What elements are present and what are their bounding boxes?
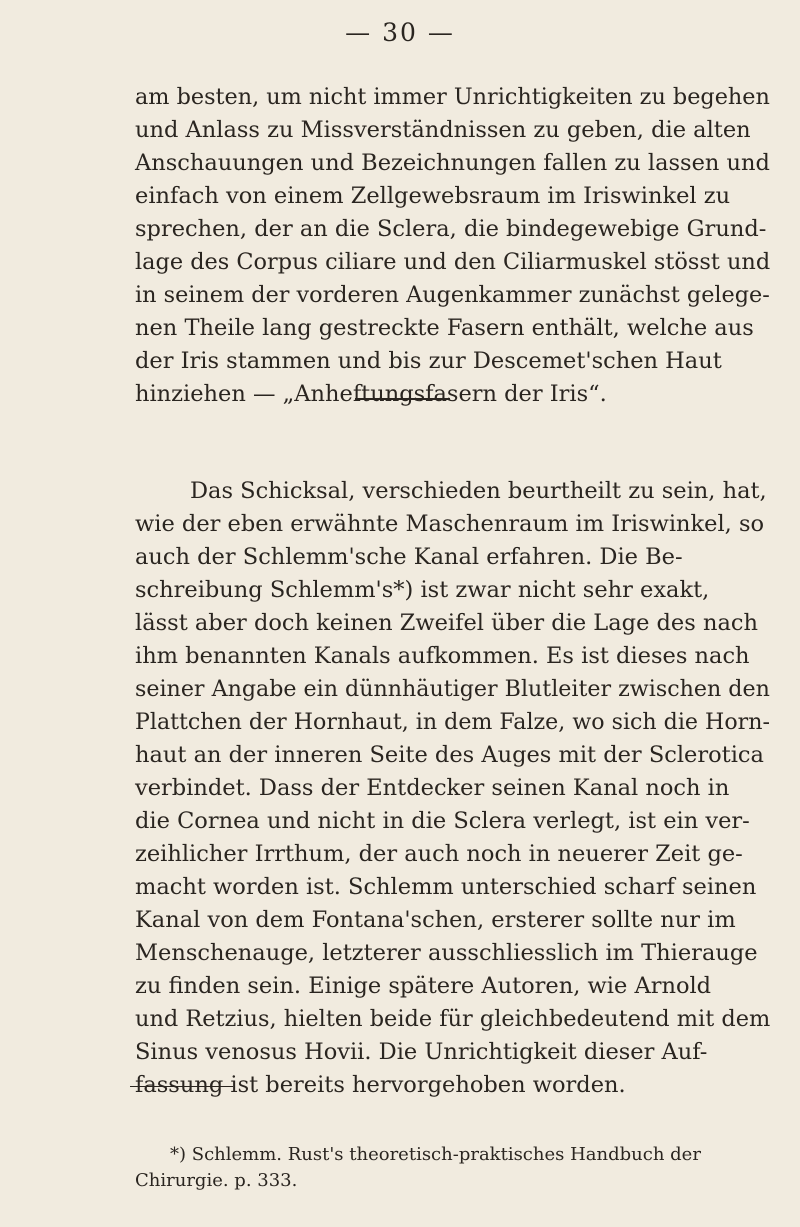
text-line: in seinem der vorderen Augenkammer zunächst gelege-	[135, 282, 770, 308]
text-line: sprechen, der an die Sclera, die bindegewebige Grund-	[135, 216, 767, 242]
text-line: hinziehen — „Anheftungsfasern der Iris“.	[135, 381, 607, 407]
text-line: Plattchen der Hornhaut, in dem Falze, wo sich die Horn-	[135, 709, 770, 735]
text-line: Menschenauge, letzterer ausschliesslich im Thierauge	[135, 940, 758, 966]
text-line: Das Schicksal, verschieden beurtheilt zu sein, hat,	[190, 478, 767, 504]
text-line: und Anlass zu Missverständnissen zu geben, die alten	[135, 117, 751, 143]
text-line: der Iris stammen und bis zur Descemet'schen Haut	[135, 348, 722, 374]
page-number: — 30 —	[345, 18, 455, 47]
text-line: lage des Corpus ciliare und den Ciliarmuskel stösst und	[135, 249, 771, 275]
text-line: schreibung Schlemm's*) ist zwar nicht sehr exakt,	[135, 577, 710, 603]
footnote-line: Chirurgie. p. 333.	[135, 1170, 298, 1191]
footnote-divider	[130, 1086, 233, 1087]
text-line: Sinus venosus Hovii. Die Unrichtigkeit dieser Auf-	[135, 1039, 708, 1065]
text-line: ihm benannten Kanals aufkommen. Es ist dieses nach	[135, 643, 750, 669]
text-line: zeihlicher Irrthum, der auch noch in neuerer Zeit ge-	[135, 841, 743, 867]
text-line: die Cornea und nicht in die Sclera verlegt, ist ein ver-	[135, 808, 750, 834]
text-line: haut an der inneren Seite des Auges mit der Sclerotica	[135, 742, 764, 768]
text-line: lässt aber doch keinen Zweifel über die Lage des nach	[135, 610, 758, 636]
text-line: Kanal von dem Fontana'schen, ersterer sollte nur im	[135, 907, 736, 933]
text-line: macht worden ist. Schlemm unterschied scharf seinen	[135, 874, 757, 900]
text-line: seiner Angabe ein dünnhäutiger Blutleiter zwischen den	[135, 676, 770, 702]
text-line: einfach von einem Zellgewebsraum im Iriswinkel zu	[135, 183, 731, 209]
footnote-line: *) Schlemm. Rust's theoretisch-praktisches Handbuch der	[170, 1144, 701, 1165]
text-line: wie der eben erwähnte Maschenraum im Iriswinkel, so	[135, 511, 765, 537]
text-line: zu finden sein. Einige spätere Autoren, wie Arnold	[135, 973, 712, 999]
section-divider	[355, 398, 450, 400]
text-line: auch der Schlemm'sche Kanal erfahren. Die Be-	[135, 544, 683, 570]
text-line: verbindet. Dass der Entdecker seinen Kanal noch in	[135, 775, 730, 801]
text-line: am besten, um nicht immer Unrichtigkeiten zu begehen	[135, 84, 770, 110]
text-line: fassung ist bereits hervorgehoben worden.	[135, 1072, 626, 1098]
text-line: Anschauungen und Bezeichnungen fallen zu lassen und	[135, 150, 770, 176]
text-line: nen Theile lang gestreckte Fasern enthält, welche aus	[135, 315, 754, 341]
text-line: und Retzius, hielten beide für gleichbedeutend mit dem	[135, 1006, 771, 1032]
